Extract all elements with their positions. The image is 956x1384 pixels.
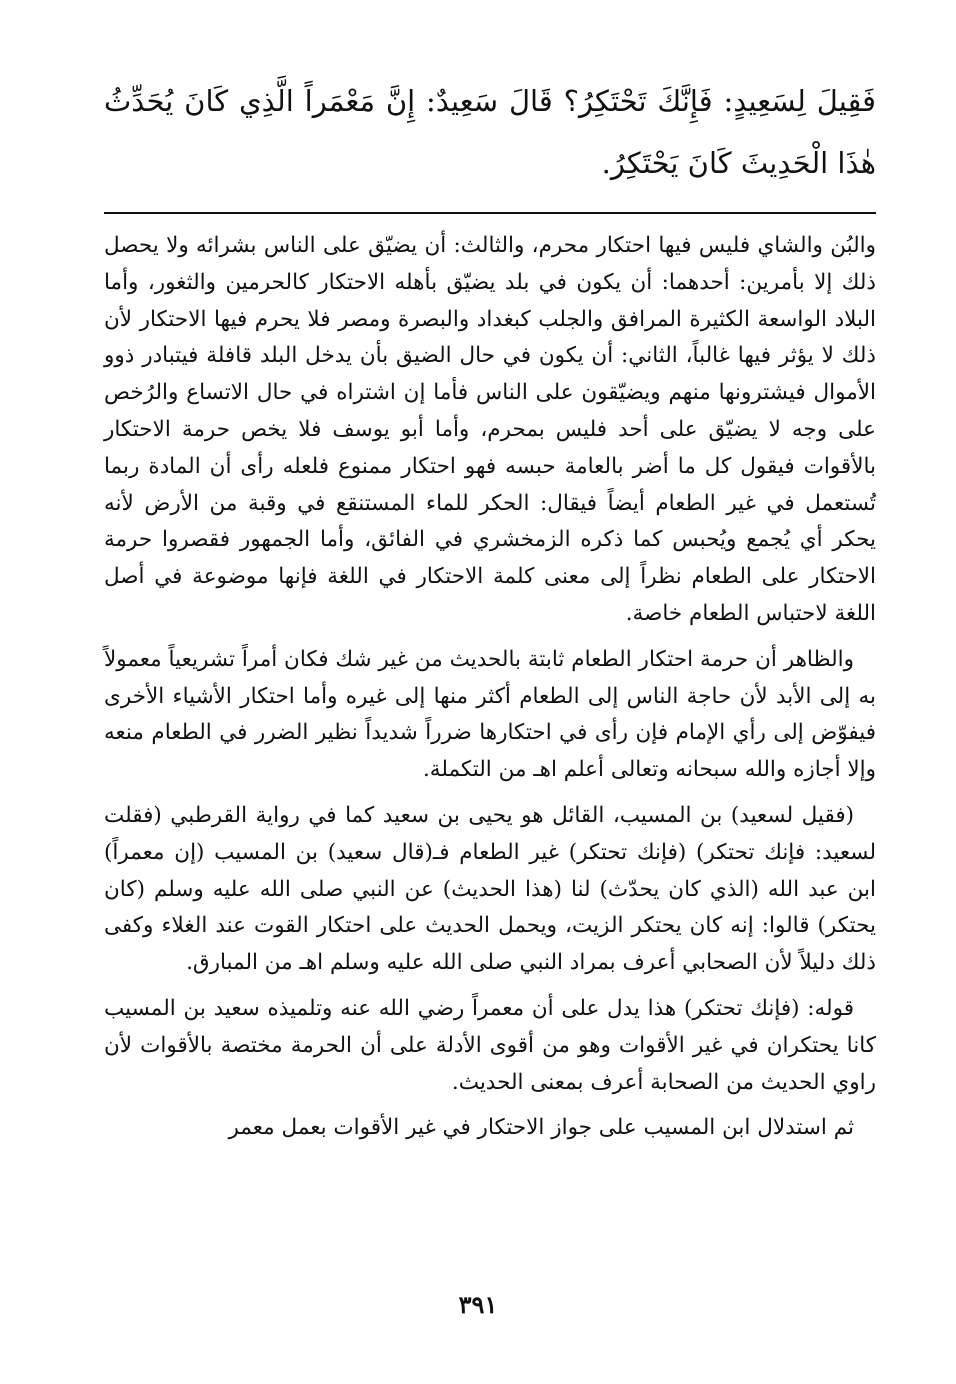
commentary-paragraph-2: والظاهر أن حرمة احتكار الطعام ثابتة بالحديث من غير شك فكان أمراً تشريعياً معمولاً به إلى الأبد لأن حاجة الناس إلى الطعام أكثر منها إلى غيره وأما احتكار الأشياء الأخرى فيفوّض إلى رأي الإمام فإن رأى في احتكارها ضرراً شديداً نظير الضرر في الطعام منعه وإلا أجازه والله سبحانه وتعالى أعلم اهـ من التكملة. — [104, 646, 876, 783]
hadith-text: فَقِيلَ لِسَعِيدٍ: فَإِنَّكَ تَحْتَكِرُ؟ قَالَ سَعِيدٌ: إِنَّ مَعْمَراً الَّذِي كَانَ يُحَدِّثُ هٰذَا الْحَدِيثَ كَانَ يَحْتَكِرُ. — [104, 84, 876, 180]
commentary-paragraph-4: قوله: (فإنك تحتكر) هذا يدل على أن معمراً رضي الله عنه وتلميذه سعيد بن المسيب كانا يحتكران في غير الأقوات وهو من أقوى الأدلة على أن الحرمة مختصة بالأقوات لأن راوي الحديث من الصحابة أعرف بمعنى الحديث. — [104, 995, 876, 1095]
commentary-paragraph-1: والبُن والشاي فليس فيها احتكار محرم، والثالث: أن يضيّق على الناس بشرائه ولا يحصل ذلك إلا بأمرين: أحدهما: أن يكون في بلد يضيّق بأهله الاحتكار كالحرمين والثغور، وأما البلاد الواسعة الكثيرة المرافق والجلب كبغداد والبصرة ومصر فلا يحرم فيها الاحتكار لأن ذلك لا يؤثر فيها غالباً، الثاني: أن يكون في حال الضيق بأن يدخل البلد قافلة فيتبادر ذوو الأموال فيشترونها منهم ويضيّقون على الناس فأما إن اشتراه في حال الاتساع والرُخص على وجه لا يضيّق على أحد فليس بمحرم، وأما أبو يوسف فلا يخص حرمة الاحتكار بالأقوات فيقول كل ما أضر بالعامة حبسه فهو احتكار ممنوع فلعله رأى أن المادة ربما تُستعمل في غير الطعام أيضاً فيقال: الحكر للماء المستنقع في وقبة من الأرض لأنه يحكر أي يُجمع ويُحبس كما ذكره الزمخشري في الفائق، وأما الجمهور فقصروا حرمة الاحتكار على الطعام نظراً إلى معنى كلمة الاحتكار في اللغة فإنها موضوعة في أصل اللغة لاحتباس الطعام خاصة. — [104, 233, 876, 626]
footnote-divider — [104, 212, 876, 214]
commentary-paragraph-3: (فقيل لسعيد) بن المسيب، القائل هو يحيى بن سعيد كما في رواية القرطبي (فقلت لسعيد: فإنك تحتكر) (فإنك تحتكر) غير الطعام فـ(قال سعيد) بن المسيب (إن معمراً) ابن عبد الله (الذي كان يحدّث) لنا (هذا الحديث) عن النبي صلى الله عليه وسلم (كان يحتكر) قالوا: إنه كان يحتكر الزيت، ويحمل الحديث على احتكار القوت عند الغلاء وكفى ذلك دليلاً لأن الصحابي أعرف بمراد النبي صلى الله عليه وسلم اهـ من المبارق. — [104, 802, 876, 976]
page-body — [104, 70, 876, 1156]
page-number: ٣٩١ — [458, 1290, 498, 1319]
commentary — [104, 228, 876, 1147]
commentary-paragraph-5: ثم استدلال ابن المسيب على جواز الاحتكار في غير الأقوات بعمل معمر — [228, 1115, 854, 1141]
